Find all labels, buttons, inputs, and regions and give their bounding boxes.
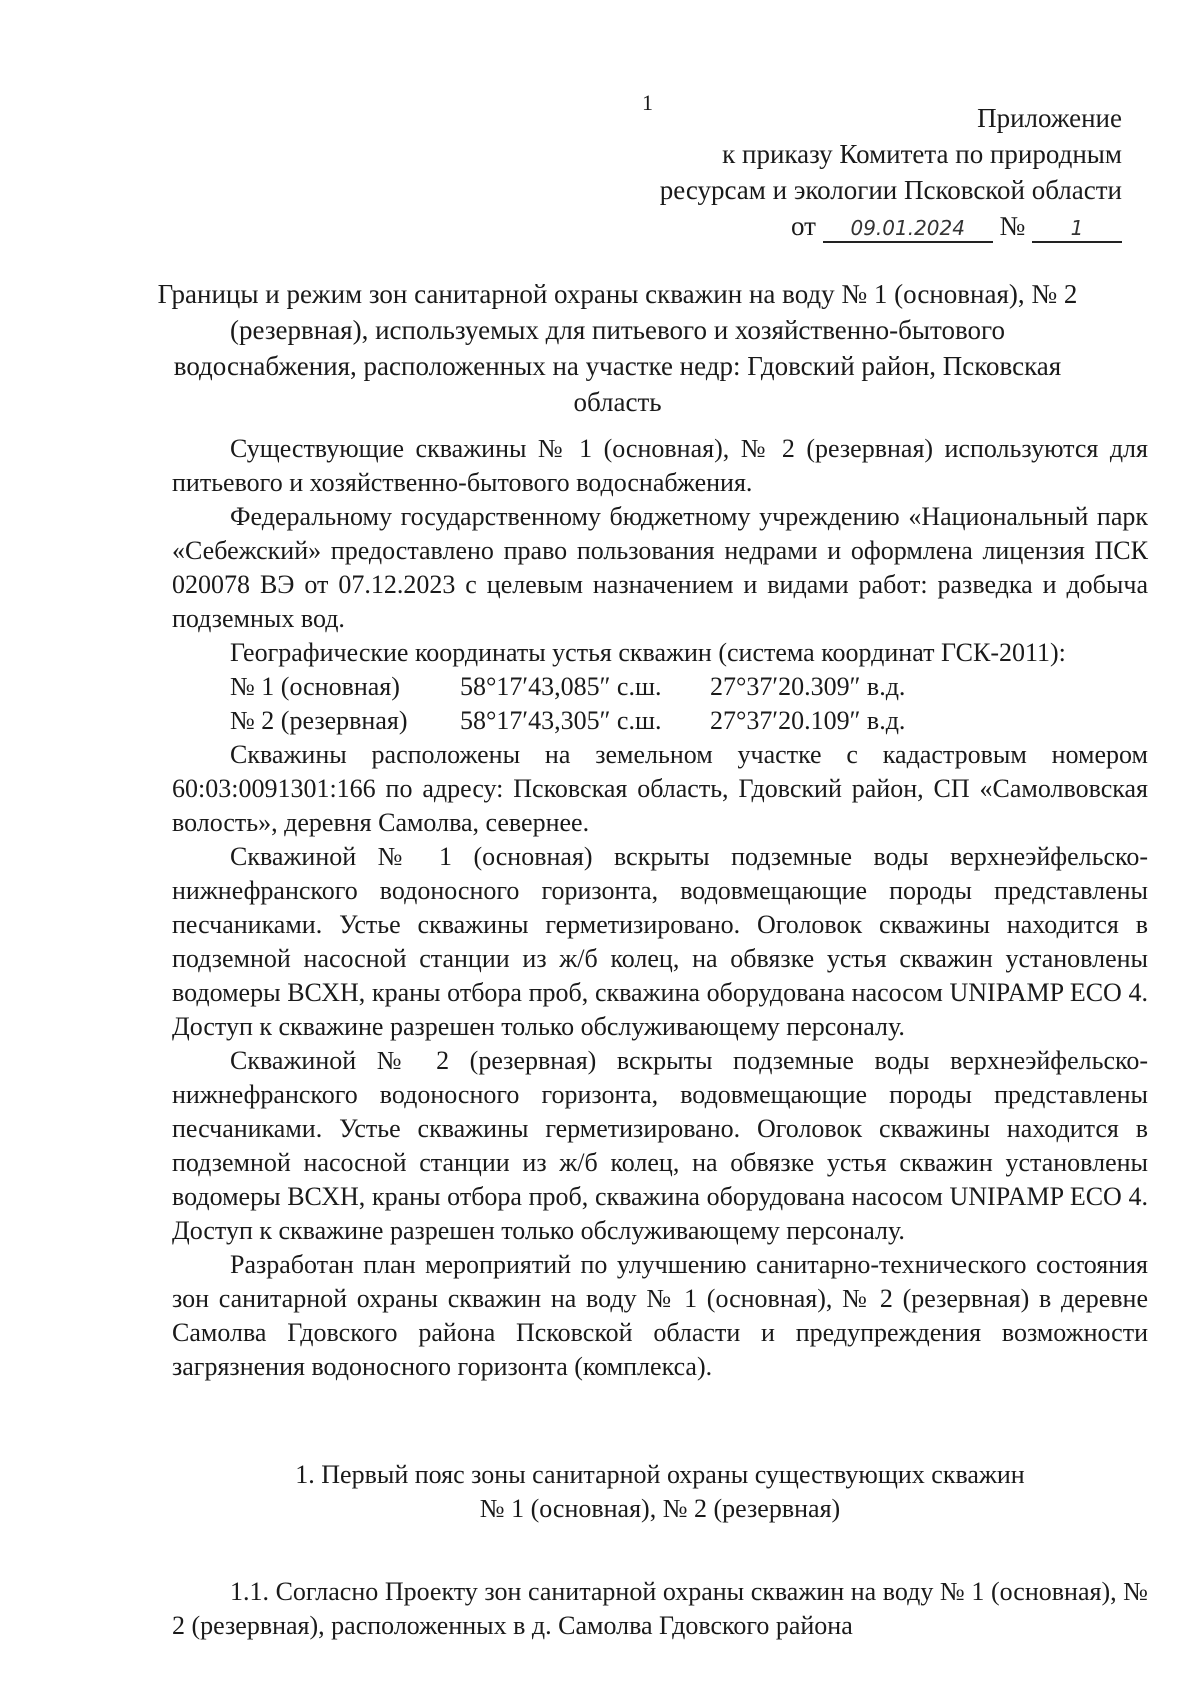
paragraph-well-1: Скважиной № 1 (основная) вскрыты подземные воды верхнеэйфельско-нижнефранского водоносного горизонта, водовмещающие породы представлены песчаниками. Устье скважины герметизировано. Оголовок скважины находится в подземной насосной станции из ж/б колец, на обвязке устья скважин установлены водомеры ВСХН, краны отбора проб, скважина оборудована насосом UNIPAMP ECO 4. Доступ к скважине разрешен только обслуживающему персоналу. <box>172 842 1148 1041</box>
order-number-handwritten: 1 <box>1032 215 1122 243</box>
section-1-body <box>172 1575 1148 1643</box>
document-title: Границы и режим зон санитарной охраны скважин на воду № 1 (основная), № 2 (резервная), используемых для питьевого и хозяйственно-бытового водоснабжения, расположенных на участке недр: Гдовский район, Псковская область <box>157 279 1078 417</box>
coordinates-list <box>172 670 1148 738</box>
section-1-heading-line-2: № 1 (основная), № 2 (резервная) <box>479 1494 841 1523</box>
document-body <box>172 432 1148 1384</box>
paragraph-well-2: Скважиной № 2 (резервная) вскрыты подземные воды верхнеэйфельско-нижнефранского водоносного горизонта, водовмещающие породы представлены песчаниками. Устье скважины герметизировано. Оголовок скважины находится в подземной насосной станции из ж/б колец, на обвязке устья скважин установлены водомеры ВСХН, краны отбора проб, скважина оборудована насосом UNIPAMP ECO 4. Доступ к скважине разрешен только обслуживающему персоналу. <box>172 1046 1148 1245</box>
section-1-heading-line-1: 1. Первый пояс зоны санитарной охраны существующих скважин <box>295 1460 1025 1489</box>
order-date-row <box>660 208 1122 244</box>
well-longitude: 27°37′20.309″ в.д. <box>710 672 906 701</box>
paragraph-existing-wells: Существующие скважины № 1 (основная), № 2 (резервная) используются для питьевого и хозяйственно-бытового водоснабжения. <box>172 434 1148 497</box>
annex-line-2: к приказу Комитета по природным <box>722 139 1122 169</box>
coordinate-row <box>230 704 1148 738</box>
annex-header <box>660 100 1122 244</box>
well-label: № 2 (резервная) <box>230 706 408 735</box>
paragraph-1-1: 1.1. Согласно Проекту зон санитарной охраны скважин на воду № 1 (основная), № 2 (резервная), расположенных в д. Самолва Гдовского района <box>172 1577 1148 1640</box>
page-number: 1 <box>642 90 653 115</box>
number-prefix: № <box>999 211 1026 241</box>
order-date-handwritten: 09.01.2024 <box>823 215 993 243</box>
date-prefix: от <box>791 211 816 241</box>
coordinate-row <box>230 670 1148 704</box>
paragraph-license: Федеральному государственному бюджетному учреждению «Национальный парк «Себежский» предоставлено право пользования недрами и оформлена лицензия ПСК 020078 ВЭ от 07.12.2023 с целевым назначением и видами работ: разведка и добыча подземных вод. <box>172 502 1148 633</box>
paragraph-action-plan: Разработан план мероприятий по улучшению санитарно-технического состояния зон санитарной охраны скважин на воду № 1 (основная), № 2 (резервная) в деревне Самолва Гдовского района Псковской области и предупреждения возможности загрязнения водоносного горизонта (комплекса). <box>172 1250 1148 1381</box>
well-latitude: 58°17′43,085″ с.ш. <box>460 672 662 701</box>
section-1-heading <box>172 1458 1148 1526</box>
paragraph-coordinates-intro: Географические координаты устья скважин (система координат ГСК-2011): <box>230 638 1066 667</box>
well-latitude: 58°17′43,305″ с.ш. <box>460 706 662 735</box>
well-label: № 1 (основная) <box>230 672 400 701</box>
annex-line-1: Приложение <box>977 103 1122 133</box>
well-longitude: 27°37′20.109″ в.д. <box>710 706 906 735</box>
paragraph-land-plot: Скважины расположены на земельном участке с кадастровым номером 60:03:0091301:166 по адресу: Псковская область, Гдовский район, СП «Самолвовская волость», деревня Самолва, севернее. <box>172 740 1148 837</box>
annex-line-3: ресурсам и экологии Псковской области <box>659 175 1122 205</box>
